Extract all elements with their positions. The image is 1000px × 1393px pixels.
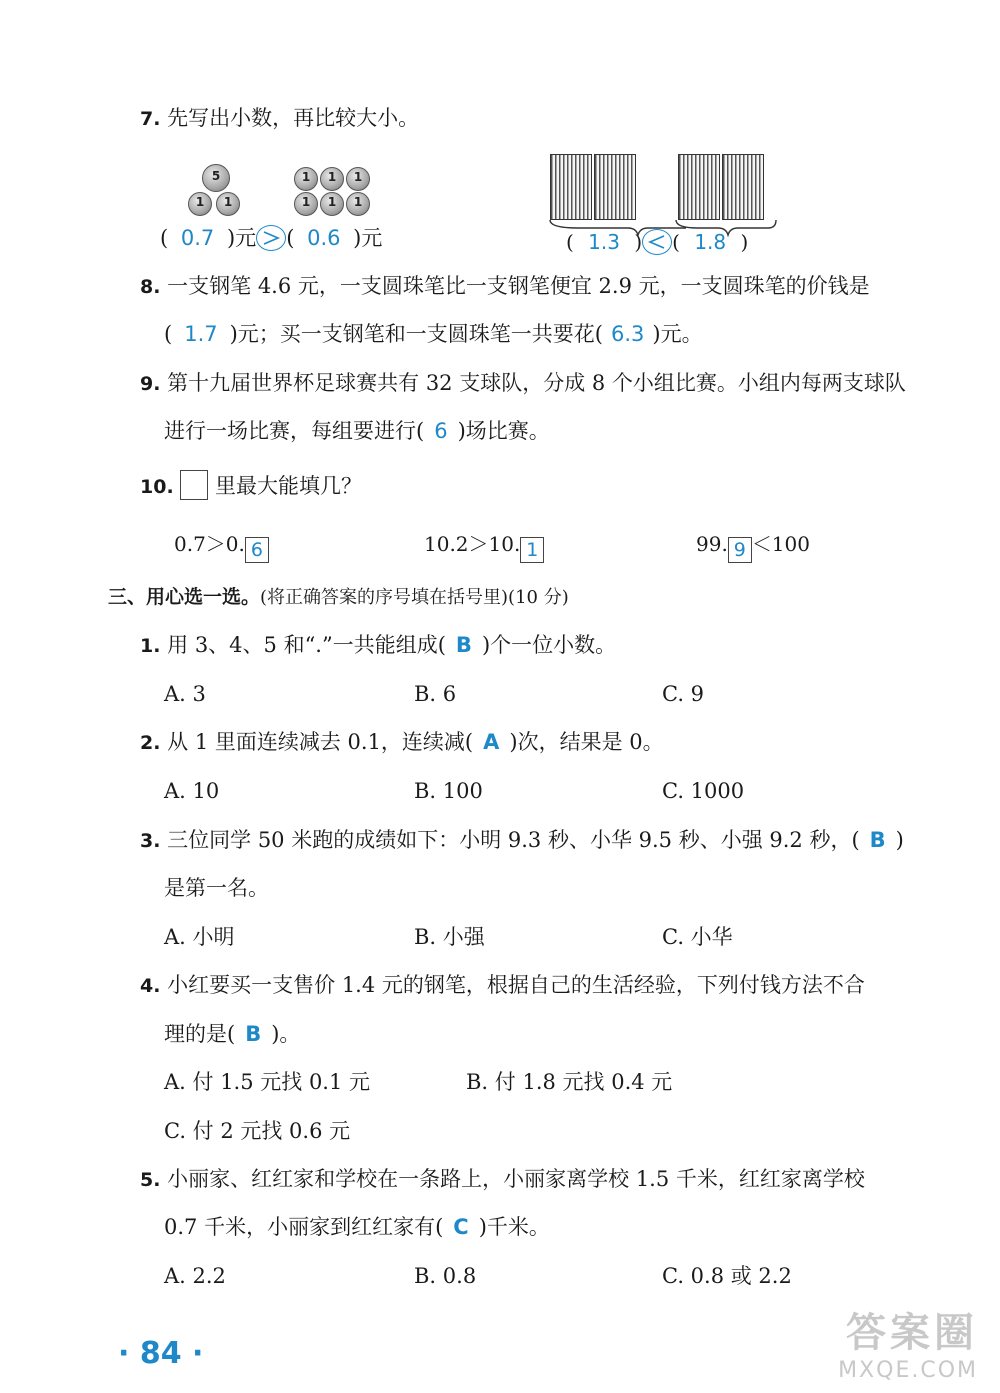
q8-line1: 8. 一支钢笔 4.6 元，一支圆珠笔比一支钢笔便宜 2.9 元，一支圆珠笔的价钱是: [140, 274, 870, 298]
s3q1-line: 1. 用 3、4、5 和“.”一共能组成( B )个一位小数。: [140, 633, 617, 657]
section3-note: (将正确答案的序号填在括号里)(10 分): [260, 587, 569, 608]
s3q5-line2: 0.7 千米，小丽家到红红家有( C )千米。: [164, 1215, 550, 1239]
s3q2-answer: A: [483, 730, 500, 754]
option-a: A. 小明: [164, 925, 235, 949]
s3q3-line2: 是第一名。: [164, 876, 269, 900]
coin-1-jiao: 1: [188, 192, 212, 216]
watermark-logo: 答案圈: [846, 1310, 978, 1356]
q7-left-answer-line: ( 0.7 )元 ( 0.6 )元: [160, 226, 383, 250]
option-c: C. 付 2 元找 0.6 元: [164, 1119, 351, 1143]
s3q3-line1: 3. 三位同学 50 米跑的成绩如下：小明 9.3 秒、小华 9.5 秒、小强 9.2 秒，( B ): [140, 828, 904, 852]
page-number: · 84 ·: [118, 1336, 204, 1371]
q7-answer-left-b: 0.6: [307, 226, 341, 250]
q7-line: [140, 104, 419, 133]
q8-answer-1: 1.7: [184, 322, 218, 346]
watermark: [838, 1301, 978, 1383]
option-b: B. 付 1.8 元找 0.4 元: [466, 1070, 673, 1094]
option-b: B. 0.8: [414, 1264, 477, 1288]
s3q1-answer: B: [455, 633, 472, 657]
q10-answer-box-2: 1: [520, 537, 544, 563]
option-a: A. 10: [164, 779, 220, 803]
option-a: A. 3: [164, 682, 206, 706]
q10-answer-box-3: 9: [728, 537, 752, 563]
coin-1-jiao: 1: [346, 192, 370, 216]
coin-5-jiao: 5: [202, 164, 230, 192]
coin-1-jiao: 1: [320, 167, 344, 191]
coin-1-jiao: 1: [320, 192, 344, 216]
s3q3-answer: B: [869, 828, 886, 852]
coin-1-jiao: 1: [346, 167, 370, 191]
empty-box: [180, 470, 208, 500]
s3q5-line1: 5. 小丽家、红红家和学校在一条路上，小丽家离学校 1.5 千米，红红家离学校: [140, 1167, 865, 1191]
section3-heading: [108, 582, 569, 612]
section3-title: 三、用心选一选。: [108, 586, 261, 608]
s3q2-line: 2. 从 1 里面连续减去 0.1，连续减( A )次，结果是 0。: [140, 730, 664, 754]
q9-line2: 进行一场比赛，每组要进行( 6 )场比赛。: [164, 419, 550, 443]
coin-1-jiao: 1: [216, 192, 240, 216]
q8-answer-2: 6.3: [611, 322, 645, 346]
option-c: C. 1000: [662, 779, 745, 803]
option-b: B. 6: [414, 682, 457, 706]
s3q4-line2: 理的是( B )。: [164, 1022, 301, 1046]
option-c: C. 9: [662, 682, 705, 706]
option-b: B. 小强: [414, 925, 485, 949]
compare-circle-lt: [642, 229, 672, 255]
q8-line2: ( 1.7 )元；买一支钢笔和一支圆珠笔一共要花( 6.3 )元。: [164, 322, 703, 346]
q7-text: 先写出小数，再比较大小。: [167, 106, 420, 130]
q9-line1: 9. 第十九届世界杯足球赛共有 32 支球队，分成 8 个小组比赛。小组内每两支球队: [140, 371, 906, 395]
q10-answer-box-1: 6: [245, 537, 269, 563]
option-b: B. 100: [414, 779, 483, 803]
q10-line: 10. 里最大能填几？: [140, 470, 362, 501]
option-a: A. 2.2: [164, 1264, 226, 1288]
option-c: C. 0.8 或 2.2: [662, 1264, 792, 1288]
q7-number: 7.: [140, 108, 161, 130]
watermark-url: MXQE.COM: [838, 1358, 978, 1383]
q9-answer: 6: [434, 419, 448, 443]
option-c: C. 小华: [662, 925, 733, 949]
s3q5-answer: C: [453, 1215, 469, 1239]
q10-item-3: 99. 9 ＜100: [696, 532, 810, 561]
option-a: A. 付 1.5 元找 0.1 元: [164, 1070, 371, 1094]
q7-answer-right-b: 1.8: [694, 230, 727, 254]
compare-circle-gt: [256, 225, 286, 251]
q7-answer-left-a: 0.7: [180, 226, 215, 250]
coin-1-jiao: 1: [294, 192, 318, 216]
q7-answer-right-a: 1.3: [588, 230, 620, 254]
q7-right-answer-line: ( 1.3 ) ( 1.8 ): [566, 230, 749, 254]
q10-item-1: 0.7＞0. 6: [174, 530, 269, 563]
q10-item-2: 10.2＞10. 1: [424, 530, 544, 563]
s3q4-answer: B: [245, 1022, 262, 1046]
coin-1-jiao: 1: [294, 167, 318, 191]
s3q4-line1: 4. 小红要买一支售价 1.4 元的钢笔，根据自己的生活经验，下列付钱方法不合: [140, 973, 865, 997]
